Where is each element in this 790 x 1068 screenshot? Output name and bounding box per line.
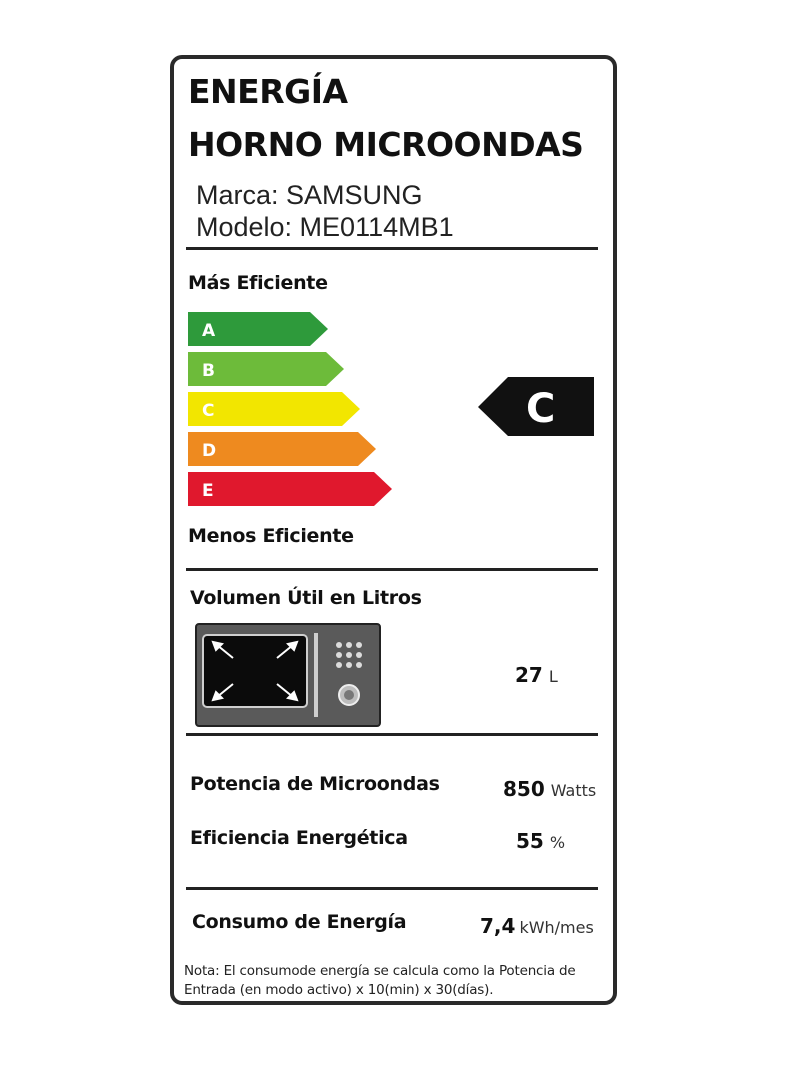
consumption-unit: kWh/mes <box>519 918 594 937</box>
energy-efficiency-label: Eficiencia Energética <box>190 827 408 849</box>
microwave-icon <box>195 623 381 727</box>
consumption-label: Consumo de Energía <box>192 911 407 933</box>
efficiency-scale <box>188 312 398 507</box>
power-value-row <box>503 777 596 801</box>
volume-label: Volumen Útil en Litros <box>190 587 422 609</box>
energy-efficiency-value-row <box>516 829 565 853</box>
title-line-2: HORNO MICROONDAS <box>188 125 584 164</box>
divider <box>186 733 598 736</box>
brand-line: Marca: SAMSUNG <box>196 180 423 210</box>
least-efficient-label: Menos Eficiente <box>188 525 354 547</box>
power-value: 850 <box>503 777 545 801</box>
divider <box>186 247 598 250</box>
class-letter-b: B <box>202 361 215 381</box>
class-letter-a: A <box>202 321 216 341</box>
power-label: Potencia de Microondas <box>190 773 440 795</box>
energy-efficiency-value: 55 <box>516 829 544 853</box>
class-letter-e: E <box>202 481 214 501</box>
model-line: Modelo: ME0114MB1 <box>196 212 454 242</box>
class-bar-e <box>188 472 392 506</box>
title-line-1: ENERGÍA <box>188 72 348 111</box>
power-unit: Watts <box>550 781 597 800</box>
volume-value-row <box>515 663 558 687</box>
class-letter-d: D <box>202 441 217 461</box>
class-bar-b <box>188 352 344 386</box>
consumption-value-row <box>480 914 594 938</box>
divider <box>186 887 598 890</box>
class-bar-c <box>188 392 360 426</box>
class-letter-c: C <box>202 401 215 421</box>
class-bar-a <box>188 312 328 346</box>
rating-letter: C <box>526 386 556 432</box>
volume-value: 27 <box>515 663 543 687</box>
consumption-value: 7,4 <box>480 914 516 938</box>
divider <box>186 568 598 571</box>
class-bar-d <box>188 432 376 466</box>
most-efficient-label: Más Eficiente <box>188 272 328 294</box>
rating-arrow <box>478 377 596 437</box>
volume-unit: L <box>548 667 558 686</box>
footnote: Nota: El consumode energía se calcula como la Potencia de Entrada (en modo activo) x 10(min) x 30(días). <box>184 963 576 998</box>
energy-efficiency-unit: % <box>549 833 566 852</box>
